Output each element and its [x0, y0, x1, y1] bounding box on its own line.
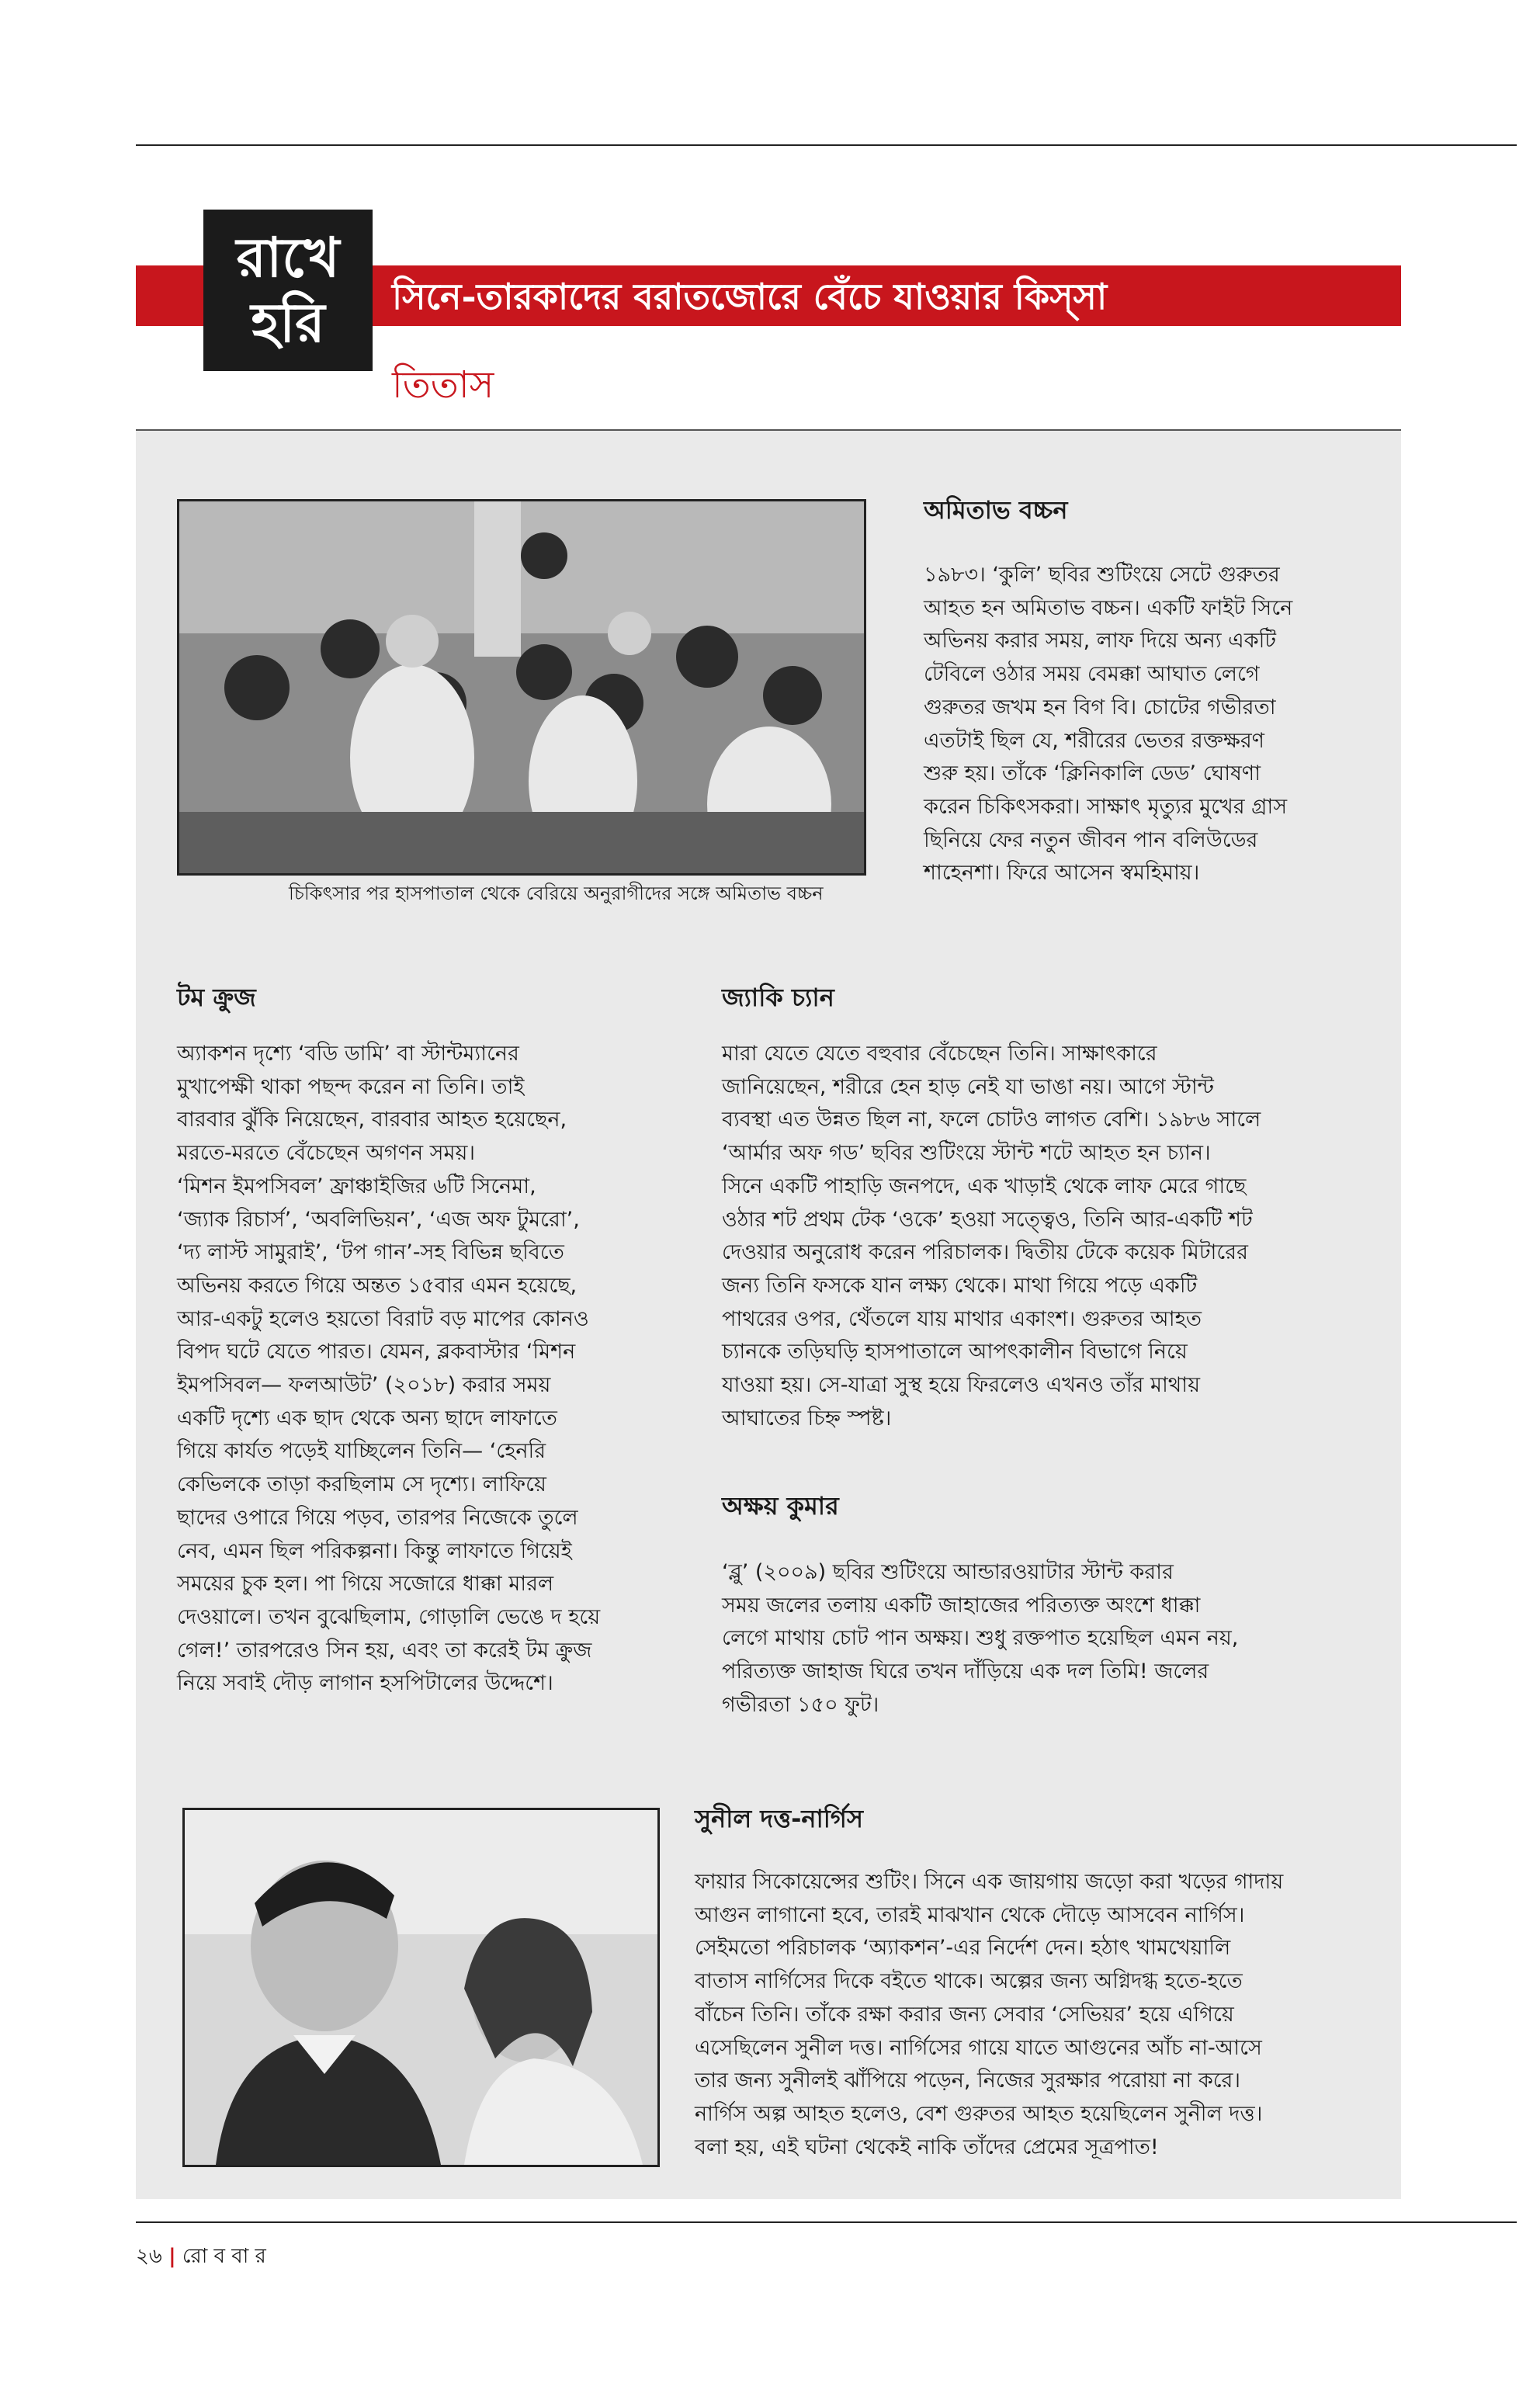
text-line: ‘মিশন ইমপসিবল’ ফ্রাঞ্চাইজির ৬টি সিনেমা,	[177, 1174, 536, 1198]
text-line: সিনে একটি পাহাড়ি জনপদে, এক খাড়াই থেকে লাফ মেরে গাছে	[722, 1174, 1247, 1198]
text-line: ফায়ার সিকোয়েন্সের শুটিং। সিনে এক জায়গায় জড়ো করা খড়ের গাদায়	[695, 1870, 1284, 1894]
magazine-name: রো ব বা র	[182, 2245, 266, 2268]
sunil-title: সুনীল দত্ত-নার্গিস	[695, 1804, 864, 1833]
crowd-photo-illustration	[179, 501, 864, 873]
jackie-body	[722, 1038, 1261, 1435]
text-line: গেল!’ তারপরেও সিন হয়, এবং তা করেই টম ক্রুজ	[177, 1638, 592, 1663]
byline: তিতাস	[392, 363, 494, 407]
text-line: মরতে-মরতে বেঁচেছেন অগণন সময়।	[177, 1141, 476, 1166]
text-line: আহত হন অমিতাভ বচ্চন। একটি ফাইট সিনে	[924, 595, 1293, 620]
text-line: নার্গিস অল্প আহত হলেও, বেশ গুরুতর আহত হয়েছিলেন সুনীল দত্ত।	[695, 2101, 1263, 2126]
text-line: ব্যবস্থা এত উন্নত ছিল না, ফলে চোটও লাগত বেশি। ১৯৮৬ সালে	[722, 1108, 1261, 1132]
sunil-body	[695, 1866, 1283, 2164]
text-line: বলা হয়, এই ঘটনা থেকেই নাকি তাঁদের প্রেমের সূত্রপাত!	[695, 2135, 1159, 2159]
text-line: জন্য তিনি ফসকে যান লক্ষ্য থেকে। মাথা গিয়ে পড়ে একটি	[722, 1273, 1198, 1298]
text-line: গুরুতর জখম হন বিগ বি। চোটের গভীরতা	[924, 695, 1276, 720]
akshay-body	[722, 1556, 1238, 1722]
text-line: দেওয়ালে। তখন বুঝেছিলাম, গোড়ালি ভেঙে দ হয়ে	[177, 1604, 601, 1629]
tom-title: টম ক্রুজ	[177, 983, 256, 1012]
text-line: যাওয়া হয়। সে-যাত্রা সুস্থ হয়ে ফিরলেও এখনও তাঁর মাথায়	[722, 1373, 1201, 1398]
text-line: টেবিলে ওঠার সময় বেমক্কা আঘাত লেগে	[924, 662, 1260, 687]
jackie-title: জ্যাকি চ্যান	[722, 983, 834, 1012]
text-line: নিয়ে সবাই দৌড় লাগান হসপিটালের উদ্দেশে।	[177, 1671, 553, 1696]
text-line: এসেছিলেন সুনীল দত্ত। নার্গিসের গায়ে যাতে আগুনের আঁচ না-আসে	[695, 2035, 1262, 2060]
tom-body	[177, 1038, 600, 1701]
amitabh-title: অমিতাভ বচ্চন	[924, 495, 1068, 525]
text-line: চ্যানকে তড়িঘড়ি হাসপাতালে আপৎকালীন বিভাগে নিয়ে	[722, 1340, 1188, 1365]
page-footer	[136, 2240, 266, 2274]
text-line: মুখাপেক্ষী থাকা পছন্দ করেন না তিনি। তাই	[177, 1074, 525, 1099]
text-line: আর-একটু হলেও হয়তো বিরাট বড় মাপের কোনও	[177, 1306, 589, 1331]
footer-separator: |	[168, 2245, 176, 2268]
text-line: ছিনিয়ে ফের নতুন জীবন পান বলিউডের	[924, 827, 1258, 852]
text-line: বারবার ঝুঁকি নিয়েছেন, বারবার আহত হয়েছেন,	[177, 1108, 567, 1132]
text-line: আগুন লাগানো হবে, তারই মাঝখান থেকে দৌড়ে আসবেন নার্গিস।	[695, 1902, 1245, 1927]
text-line: লেগে মাথায় চোট পান অক্ষয়। শুধু রক্তপাত হয়েছিল এমন নয়,	[722, 1626, 1239, 1651]
section-logo	[203, 210, 373, 371]
portrait-photo-illustration	[185, 1810, 657, 2165]
text-line: ছাদের ওপারে গিয়ে পড়ব, তারপর নিজেকে তুলে	[177, 1505, 578, 1530]
text-line: কেভিলকে তাড়া করছিলাম সে দৃশ্যে। লাফিয়ে	[177, 1472, 546, 1497]
header-divider	[136, 429, 1401, 431]
photo1-caption: চিকিৎসার পর হাসপাতাল থেকে বেরিয়ে অনুরাগীদের সঙ্গে অমিতাভ বচ্চন	[289, 883, 824, 904]
text-line: আঘাতের চিহ্ন স্পষ্ট।	[722, 1406, 892, 1431]
logo-line-1: রাখে	[236, 225, 340, 290]
text-line: সময় জলের তলায় একটি জাহাজের পরিত্যক্ত অংশে ধাক্কা	[722, 1593, 1201, 1618]
page-number: ২৬	[136, 2245, 162, 2268]
text-line: পরিত্যক্ত জাহাজ ঘিরে তখন দাঁড়িয়ে এক দল তিমি! জলের	[722, 1659, 1209, 1684]
text-line: সময়ের চুক হল। পা গিয়ে সজোরে ধাক্কা মারল	[177, 1572, 554, 1597]
text-line: বাতাস নার্গিসের দিকে বইতে থাকে। অল্পের জন্য অগ্নিদগ্ধ হতে-হতে	[695, 1969, 1243, 1994]
text-line: বাঁচেন তিনি। তাঁকে রক্ষা করার জন্য সেবার ‘সেভিয়র’ হয়ে এগিয়ে	[695, 2002, 1234, 2027]
text-line: ‘ব্লু’ (২০০৯) ছবির শুটিংয়ে আন্ডারওয়াটার স্টান্ট করার	[722, 1560, 1174, 1584]
text-line: অভিনয় করার সময়, লাফ দিয়ে অন্য একটি	[924, 629, 1277, 654]
text-line: শাহেনশা। ফিরে আসেন স্বমহিমায়।	[924, 861, 1200, 886]
text-line: বিপদ ঘটে যেতে পারত। যেমন, ব্লকবাস্টার ‘মিশন	[177, 1340, 576, 1365]
top-rule	[136, 144, 1517, 146]
text-line: জানিয়েছেন, শরীরে হেন হাড় নেই যা ভাঙা নয়। আগে স্টান্ট	[722, 1074, 1214, 1099]
text-line: ‘জ্যাক রিচার্স’, ‘অবলিভিয়ন’, ‘এজ অফ টুমরো’,	[177, 1207, 580, 1232]
text-line: শুরু হয়। তাঁকে ‘ক্লিনিকালি ডেড’ ঘোষণা	[924, 761, 1261, 786]
amitabh-body	[924, 559, 1292, 890]
logo-line-2: হরি	[251, 290, 325, 355]
text-line: দেওয়ার অনুরোধ করেন পরিচালক। দ্বিতীয় টেকে কয়েক মিটারের	[722, 1240, 1248, 1265]
text-line: তার জন্য সুনীলই ঝাঁপিয়ে পড়েন, নিজের সুরক্ষার পরোয়া না করে।	[695, 2069, 1241, 2093]
text-line: করেন চিকিৎসকরা। সাক্ষাৎ মৃত্যুর মুখের গ্রাস	[924, 794, 1288, 819]
text-line: এতটাই ছিল যে, শরীরের ভেতর রক্তক্ষরণ	[924, 728, 1265, 753]
text-line: মারা যেতে যেতে বহুবার বেঁচেছেন তিনি। সাক্ষাৎকারে	[722, 1042, 1157, 1066]
text-line: গিয়ে কার্যত পড়েই যাচ্ছিলেন তিনি— ‘হেনরি	[177, 1439, 546, 1464]
sunil-nargis-photo	[182, 1808, 660, 2167]
akshay-title: অক্ষয় কুমার	[722, 1491, 839, 1521]
text-line: গভীরতা ১৫০ ফুট।	[722, 1692, 879, 1717]
text-line: সেইমতো পরিচালক ‘অ্যাকশন’-এর নির্দেশ দেন। হঠাৎ খামখেয়ালি	[695, 1936, 1231, 1961]
text-line: পাথরের ওপর, থেঁতলে যায় মাথার একাংশ। গুরুতর আহত	[722, 1306, 1202, 1331]
text-line: অ্যাকশন দৃশ্যে ‘বডি ডামি’ বা স্টান্টম্যানের	[177, 1042, 519, 1066]
text-line: ‘আর্মার অফ গড’ ছবির শুটিংয়ে স্টান্ট শটে আহত হন চ্যান।	[722, 1141, 1211, 1166]
text-line: ‘দ্য লাস্ট সামুরাই’, ‘টপ গান’-সহ বিভিন্ন ছবিতে	[177, 1240, 564, 1265]
text-line: ১৯৮৩। ‘কুলি’ ছবির শুটিংয়ে সেটে গুরুতর	[924, 563, 1280, 587]
bottom-rule	[136, 2221, 1517, 2223]
text-line: অভিনয় করতে গিয়ে অন্তত ১৫বার এমন হয়েছে,	[177, 1273, 578, 1298]
headline: সিনে-তারকাদের বরাতজোরে বেঁচে যাওয়ার কিস্‌সা	[392, 276, 1108, 317]
text-line: নেব, এমন ছিল পরিকল্পনা। কিন্তু লাফাতে গিয়েই	[177, 1538, 572, 1563]
text-line: একটি দৃশ্যে এক ছাদ থেকে অন্য ছাদে লাফাতে	[177, 1406, 557, 1431]
text-line: ওঠার শট প্রথম টেক ‘ওকে’ হওয়া সত্ত্বেও, তিনি আর-একটি শট	[722, 1207, 1253, 1232]
amitabh-crowd-photo	[177, 499, 866, 876]
text-line: ইমপসিবল— ফলআউট’ (২০১৮) করার সময়	[177, 1373, 551, 1398]
